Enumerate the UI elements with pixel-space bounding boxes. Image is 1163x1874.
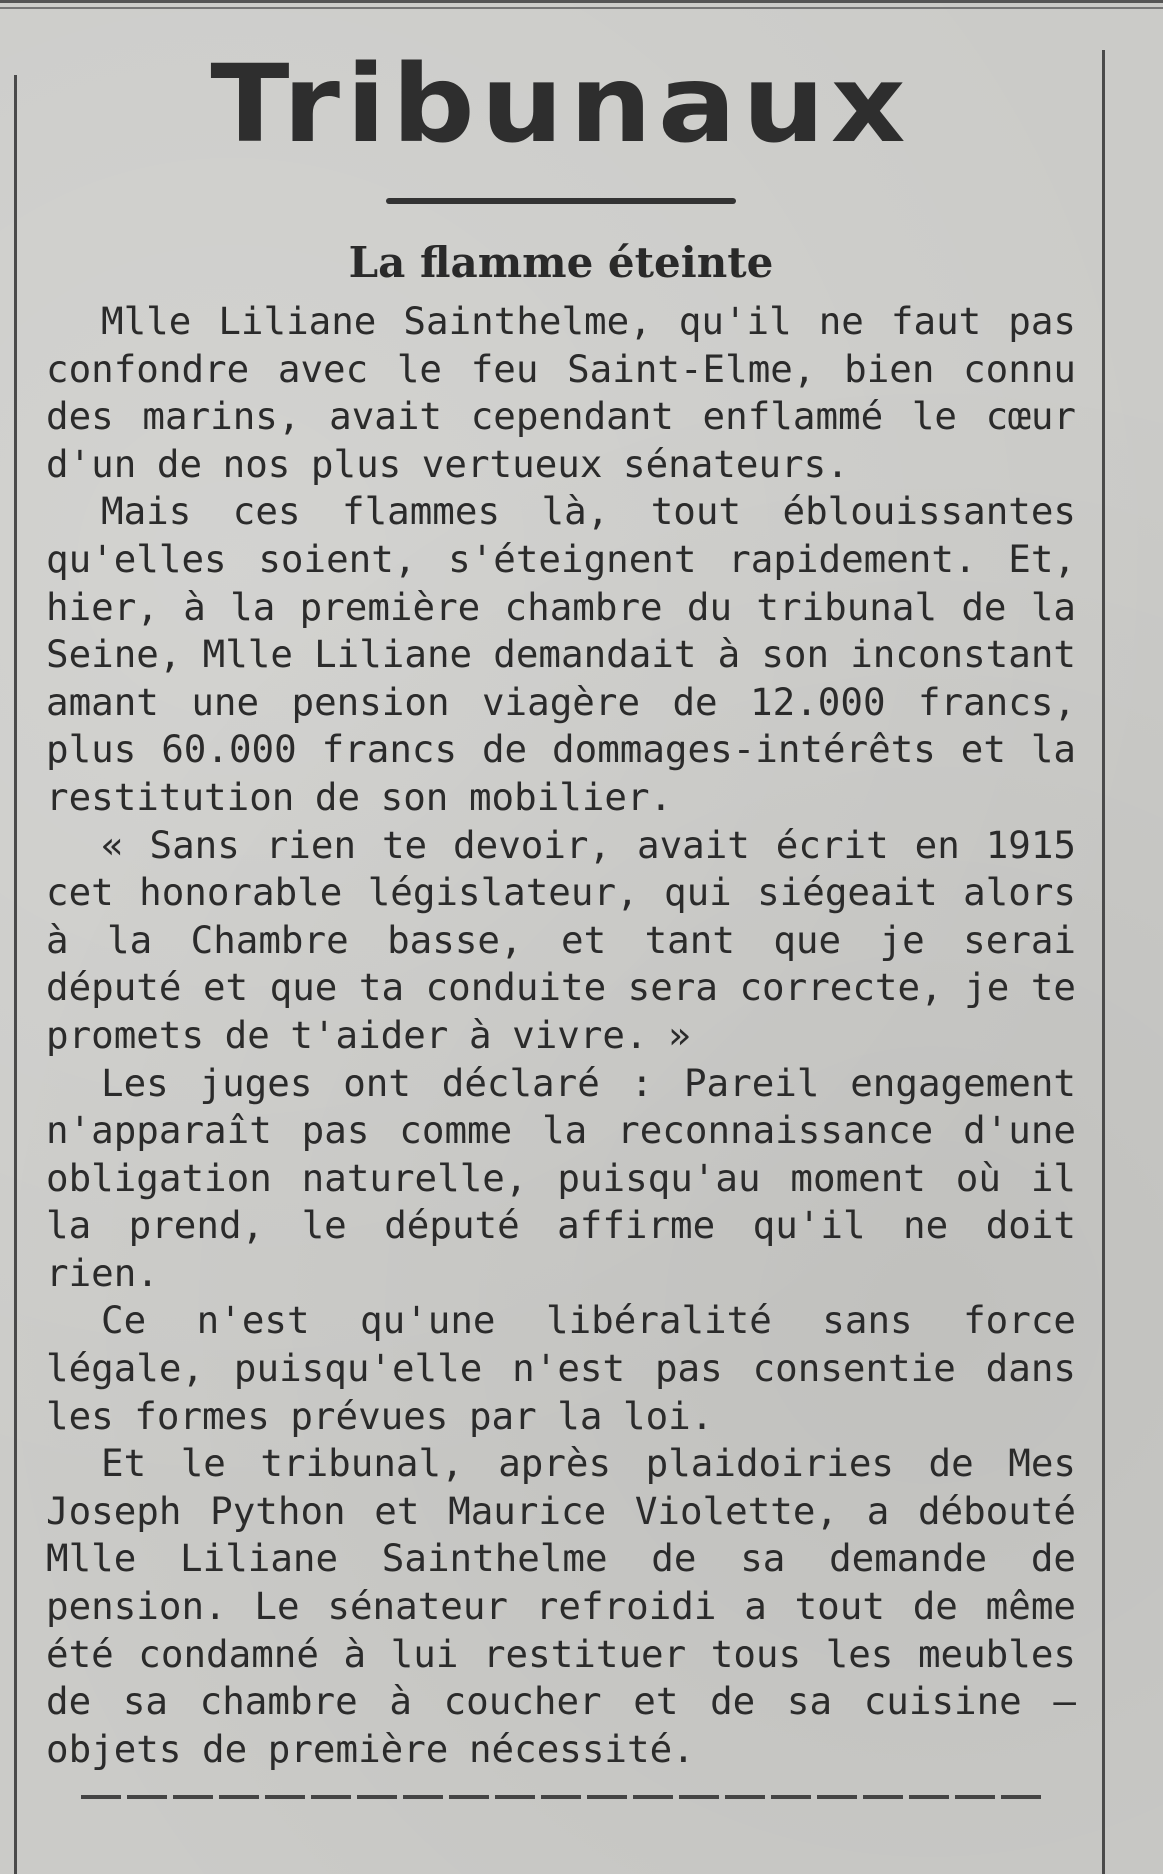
paragraph: « Sans rien te devoir, avait écrit en 1915 cet honorable législateur, qui siégeait alors à la Chambre basse, et tant que je serai député et que ta conduite sera correcte, je te promets de t'aider à vivre. » bbox=[46, 822, 1076, 1057]
left-column-rule bbox=[14, 75, 17, 1874]
paragraph: Ce n'est qu'une libéralité sans force légale, puisqu'elle n'est pas consentie dans les formes prévues par la loi. bbox=[46, 1298, 1076, 1438]
article-title: La flamme éteinte bbox=[348, 238, 774, 287]
article-end-rule bbox=[81, 1795, 1041, 1799]
paragraph: Mlle Liliane Sainthelme, qu'il ne faut pas confondre avec le feu Saint-Elme, bien connu des marins, avait cependant enflammé le cœur d'un de nos plus vertueux sénateurs. bbox=[46, 299, 1076, 486]
paragraph: Les juges ont déclaré : Pareil engagement n'apparaît pas comme la reconnaissance d'une obligation naturelle, puisqu'au moment où il la prend, le député affirme qu'il ne doit rien. bbox=[46, 1060, 1076, 1295]
article-column bbox=[46, 40, 1076, 1799]
article-body bbox=[46, 298, 1076, 1773]
paragraph: Et le tribunal, après plaidoiries de Mes Joseph Python et Maurice Violette, a débouté Mlle Liliane Sainthelme de sa demande de pension. Le sénateur refroidi a tout de même été condamné à lui restituer tous les meubles de sa chambre à coucher et de sa cuisine — objets de première nécessité. bbox=[46, 1441, 1076, 1771]
top-border-rule bbox=[0, 0, 1163, 10]
right-column-rule bbox=[1102, 50, 1105, 1874]
paragraph: Mais ces flammes là, tout éblouissantes qu'elles soient, s'éteignent rapidement. Et, hier, à la première chambre du tribunal de la Seine, Mlle Liliane demandait à son inconstant amant une pension viagère de 12.000 francs, plus 60.000 francs de dommages-intérêts et la restitution de son mobilier. bbox=[46, 489, 1076, 819]
section-heading: Tribunaux bbox=[210, 42, 912, 167]
heading-ornament-rule bbox=[386, 198, 736, 204]
